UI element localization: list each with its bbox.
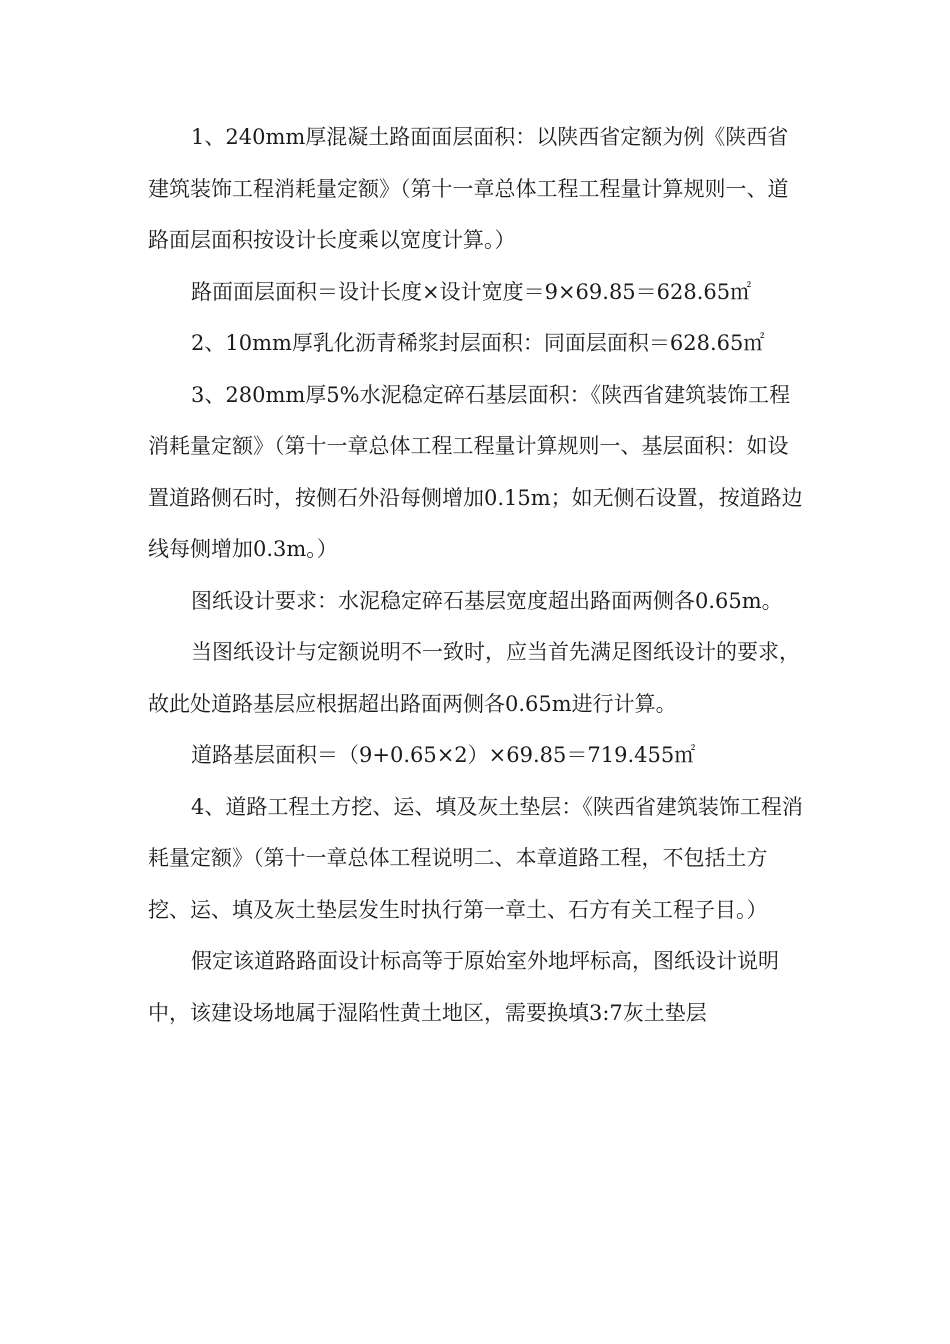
paragraph-pavement-surface-calc: 路面面层面积＝设计长度×设计宽度＝9×69.85＝628.65㎡ [191,279,752,304]
paragraph-drawing-requirement: 图纸设计要求：水泥稳定碎石基层宽度超出路面两侧各0.65m。 [191,588,783,613]
paragraph-assumption: 假定该道路路面设计标高等于原始室外地坪标高，图纸设计说明中，该建设场地属于湿陷性黄土地区，需要换填3:7灰土垫层 [148,949,779,1025]
paragraph-pavement-surface-rule: 1、240mm厚混凝土路面面层面积：以陕西省定额为例《陕西省建筑装饰工程消耗量定额》（第十一章总体工程工程量计算规则一、道路面层面积按设计长度乘以宽度计算。） [148,125,789,252]
paragraph-earthwork-rule: 4、道路工程土方挖、运、填及灰土垫层：《陕西省建筑装饰工程消耗量定额》（第十一章总体工程说明二、本章道路工程，不包括土方挖、运、填及灰土垫层发生时执行第一章土、石方有关工程子目。） [148,794,803,922]
paragraph-slurry-seal: 2、10mm厚乳化沥青稀浆封层面积：同面层面积＝628.65㎡ [191,331,765,355]
paragraph-base-layer-calc: 道路基层面积＝（9+0.65×2）×69.85＝719.455㎡ [191,743,696,767]
document-body [148,112,803,1039]
paragraph-priority-note: 当图纸设计与定额说明不一致时，应当首先满足图纸设计的要求，故此处道路基层应根据超出路面两侧各0.65m进行计算。 [148,640,800,716]
paragraph-base-layer-rule: 3、280mm厚5%水泥稳定碎石基层面积：《陕西省建筑装饰工程消耗量定额》（第十一章总体工程工程量计算规则一、基层面积：如设置道路侧石时，按侧石外沿每侧增加0.15m；如无侧石设置，按道路边线每侧增加0.3m。） [148,382,803,561]
